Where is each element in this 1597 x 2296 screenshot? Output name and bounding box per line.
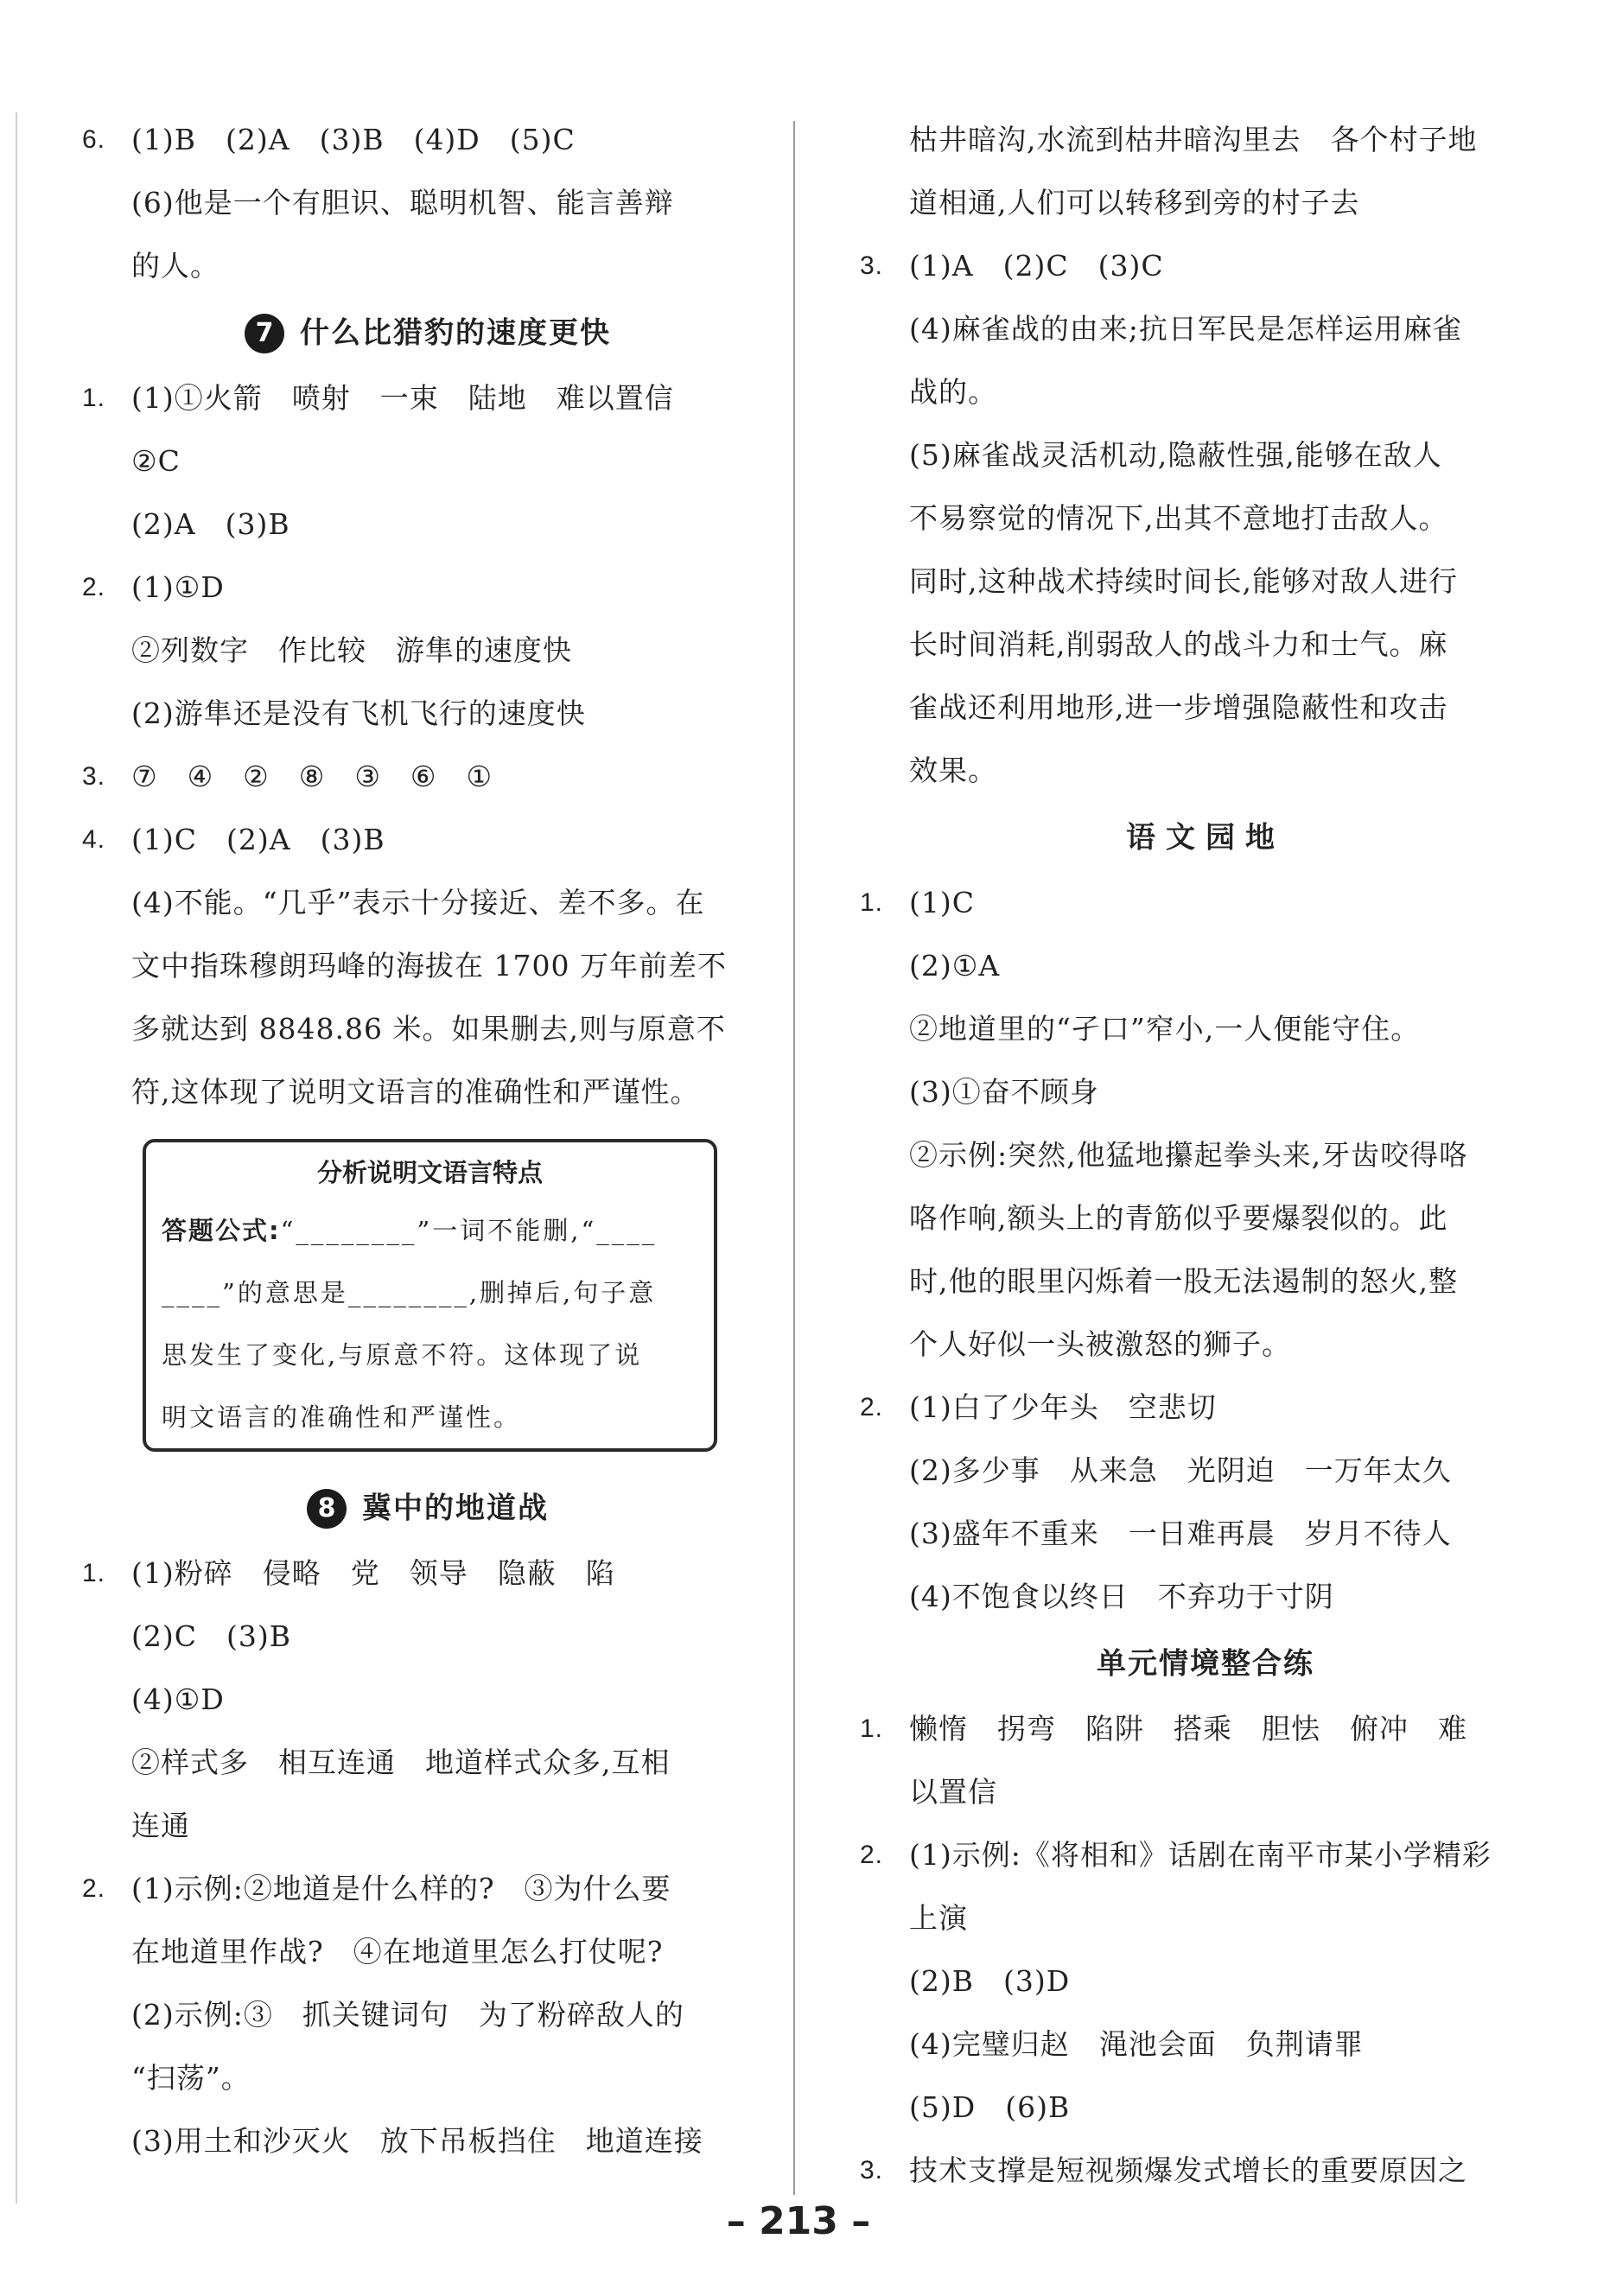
question-number: 3. (82, 762, 106, 791)
answer-text: 咯作响,额头上的青筋似乎要爆裂似的。此 (909, 1201, 1448, 1235)
answer-text: ②C (131, 444, 181, 478)
answer-text: (1)A (2)C (3)C (909, 249, 1164, 283)
answer-text: 时,他的眼里闪烁着一股无法遏制的怒火,整 (909, 1264, 1458, 1298)
answer-text: 符,这体现了说明文语言的准确性和严谨性。 (131, 1075, 700, 1109)
answer-text: 在地道里作战? ④在地道里怎么打仗呢? (131, 1935, 664, 1968)
right-column (860, 108, 1551, 2202)
lesson-title: 冀中的地道战 (362, 1491, 549, 1526)
answer-text: (1)示例:《将相和》话剧在南平市某小学精彩 (909, 1838, 1492, 1872)
answer-text: (1)C (909, 886, 975, 919)
answer-text: (2)C (3)B (131, 1619, 291, 1653)
answer-line (860, 1060, 1551, 1123)
answer-line (860, 934, 1551, 997)
answer-line (860, 1697, 1551, 1760)
question-number: 4. (82, 825, 106, 854)
question-number: 3. (860, 251, 884, 280)
unit-integration-heading (860, 1628, 1551, 1697)
column-divider (793, 121, 795, 2195)
answer-line (860, 1949, 1551, 2013)
question-number: 1. (82, 384, 106, 412)
answer-line (82, 234, 773, 297)
page-edge-rule (16, 112, 17, 2204)
answer-text: 长时间消耗,削弱敌人的战斗力和士气。麻 (909, 627, 1448, 661)
formula-box-title: 分析说明文语言特点 (316, 1158, 543, 1187)
answer-text: (2)A (3)B (131, 507, 290, 541)
answer-line (860, 613, 1551, 676)
answer-text: ②列数字 作比较 游隼的速度快 (131, 633, 572, 667)
answer-text: ②地道里的“孑口”窄小,一人便能守住。 (909, 1012, 1421, 1046)
answer-line (860, 1123, 1551, 1186)
answer-line (860, 2139, 1551, 2202)
section-title: 单元情境整合练 (1097, 1646, 1314, 1682)
answer-line (82, 171, 773, 234)
answer-line (860, 997, 1551, 1060)
answer-line (82, 556, 773, 619)
question-number: 2. (82, 573, 106, 601)
answer-line (860, 360, 1551, 423)
question-number: 2. (860, 1841, 884, 1869)
answer-line (82, 366, 773, 429)
answer-text: 上演 (909, 1901, 968, 1935)
answer-text: 道相通,人们可以转移到旁的村子去 (909, 186, 1360, 219)
answer-line (82, 1605, 773, 1668)
answer-text: (3)盛年不重来 一日难再晨 岁月不待人 (909, 1517, 1452, 1550)
lesson-number-badge: 7 (245, 314, 284, 353)
question-number: 6. (82, 125, 106, 154)
answer-line (82, 997, 773, 1060)
answer-line (860, 108, 1551, 171)
page-number: – 213 – (726, 2199, 871, 2243)
answer-text: (4)麻雀战的由来;抗日军民是怎样运用麻雀 (909, 312, 1462, 346)
answer-text: 文中指珠穆朗玛峰的海拔在 1700 万年前差不 (131, 949, 727, 983)
answer-line (860, 1439, 1551, 1502)
answer-line (82, 1542, 773, 1605)
formula-text: “________”一词不能删,“____ (280, 1216, 658, 1245)
answer-line (860, 1565, 1551, 1628)
answer-line (82, 1731, 773, 1794)
lesson-7-heading (82, 297, 773, 366)
answer-text: (2)多少事 从来急 光阴迫 一万年太久 (909, 1453, 1452, 1487)
answer-line (82, 493, 773, 556)
answer-text: 的人。 (131, 249, 220, 283)
answer-text: (4)不能。“几乎”表示十分接近、差不多。在 (131, 886, 705, 919)
answer-text: (4)不饱食以终日 不弃功于寸阴 (909, 1580, 1334, 1613)
answer-line (82, 1983, 773, 2046)
answer-text: 连通 (131, 1809, 190, 1842)
answer-text: (2)示例:③ 抓关键词句 为了粉碎敌人的 (131, 1998, 684, 2032)
answer-text: 以置信 (909, 1775, 997, 1809)
answer-text: (3)①奋不顾身 (909, 1075, 1099, 1109)
answer-line (860, 739, 1551, 802)
answer-line (860, 871, 1551, 934)
left-column (82, 108, 773, 2172)
question-number: 3. (860, 2156, 884, 2185)
answer-line (860, 1886, 1551, 1949)
answer-line (860, 1186, 1551, 1250)
answer-line (860, 1313, 1551, 1376)
answer-line (82, 1920, 773, 1983)
answer-text: 多就达到 8848.86 米。如果删去,则与原意不 (131, 1012, 726, 1046)
answer-line (860, 297, 1551, 360)
answer-text: (1)示例:②地道是什么样的? ③为什么要 (131, 1872, 671, 1905)
answer-text: 不易察觉的情况下,出其不意地打击敌人。 (909, 501, 1448, 535)
answer-line (82, 808, 773, 871)
answer-text: 懒惰 拐弯 陷阱 搭乘 胆怯 俯冲 难 (909, 1712, 1467, 1746)
answer-text: 个人好似一头被激怒的狮子。 (909, 1327, 1291, 1361)
answer-line (82, 1857, 773, 1920)
answer-line (82, 1060, 773, 1123)
answer-formula-box (143, 1139, 717, 1452)
answer-text: 枯井暗沟,水流到枯井暗沟里去 各个村子地 (909, 123, 1478, 156)
answer-line (860, 171, 1551, 234)
answer-text: (4)完璧归赵 渑池会面 负荆请罪 (909, 2027, 1364, 2061)
answer-text: “扫荡”。 (131, 2061, 251, 2095)
answer-text: 战的。 (909, 375, 997, 409)
formula-line: 明文语言的准确性和严谨性。 (162, 1402, 522, 1432)
answer-text: (1)①D (131, 570, 225, 604)
answer-line (860, 2013, 1551, 2076)
answer-text: 雀战还利用地形,进一步增强隐蔽性和攻击 (909, 690, 1448, 724)
answer-line (860, 423, 1551, 487)
answer-text: 技术支撑是短视频爆发式增长的重要原因之 (909, 2153, 1467, 2187)
answer-text: 效果。 (909, 754, 997, 787)
formula-line (162, 1199, 698, 1262)
question-number: 1. (82, 1559, 106, 1587)
section-title: 语文园地 (1126, 820, 1285, 855)
answer-text: (1)B (2)A (3)B (4)D (5)C (131, 123, 576, 156)
chinese-garden-heading (860, 802, 1551, 871)
answer-text: (5)麻雀战灵活机动,隐蔽性强,能够在敌人 (909, 438, 1442, 472)
answer-line (860, 234, 1551, 297)
answer-text: ②样式多 相互连通 地道样式众多,互相 (131, 1746, 671, 1779)
answer-line (860, 487, 1551, 550)
answer-line (860, 1250, 1551, 1313)
answer-line (82, 1794, 773, 1857)
answer-line (860, 1376, 1551, 1439)
answer-text: (1)粉碎 侵略 党 领导 隐蔽 陷 (131, 1556, 615, 1590)
answer-line (860, 550, 1551, 613)
question-number: 1. (860, 1714, 884, 1743)
formula-line: 思发生了变化,与原意不符。这体现了说 (162, 1340, 643, 1370)
answer-line (82, 745, 773, 808)
lesson-number-badge: 8 (307, 1489, 347, 1529)
answer-text: (2)①A (909, 949, 1001, 983)
answer-text: (1)C (2)A (3)B (131, 823, 385, 856)
answer-line (860, 1823, 1551, 1886)
answer-line (82, 2109, 773, 2172)
answer-text: ⑦ ④ ② ⑧ ③ ⑥ ① (131, 760, 493, 793)
answer-line (82, 1668, 773, 1731)
formula-label: 答题公式: (162, 1216, 281, 1245)
answer-text: (3)用土和沙灭火 放下吊板挡住 地道连接 (131, 2124, 703, 2158)
lesson-8-heading (82, 1472, 773, 1542)
answer-line (82, 871, 773, 934)
answer-text: (2)B (3)D (909, 1964, 1071, 1998)
answer-line (82, 619, 773, 682)
formula-line: ____”的意思是________,删掉后,句子意 (162, 1278, 657, 1307)
answer-text: (1)白了少年头 空悲切 (909, 1390, 1217, 1424)
answer-text: (5)D (6)B (909, 2090, 1071, 2124)
answer-line (82, 934, 773, 997)
answer-line (82, 108, 773, 171)
question-number: 2. (860, 1393, 884, 1421)
answer-line (860, 1502, 1551, 1565)
answer-text: (6)他是一个有胆识、聪明机智、能言善辩 (131, 186, 674, 219)
answer-line (82, 2046, 773, 2109)
answer-line (860, 676, 1551, 739)
answer-text: (4)①D (131, 1682, 225, 1716)
answer-text: ②示例:突然,他猛地攥起拳头来,牙齿咬得咯 (909, 1138, 1469, 1172)
lesson-title: 什么比猎豹的速度更快 (300, 315, 611, 351)
answer-line (860, 1760, 1551, 1823)
answer-text: (1)①火箭 喷射 一束 陆地 难以置信 (131, 381, 674, 415)
answer-line (82, 429, 773, 493)
answer-text: 同时,这种战术持续时间长,能够对敌人进行 (909, 564, 1458, 598)
question-number: 2. (82, 1874, 106, 1903)
answer-line (860, 2076, 1551, 2139)
answer-line (82, 682, 773, 745)
question-number: 1. (860, 888, 884, 917)
answer-text: (2)游隼还是没有飞机飞行的速度快 (131, 696, 586, 730)
